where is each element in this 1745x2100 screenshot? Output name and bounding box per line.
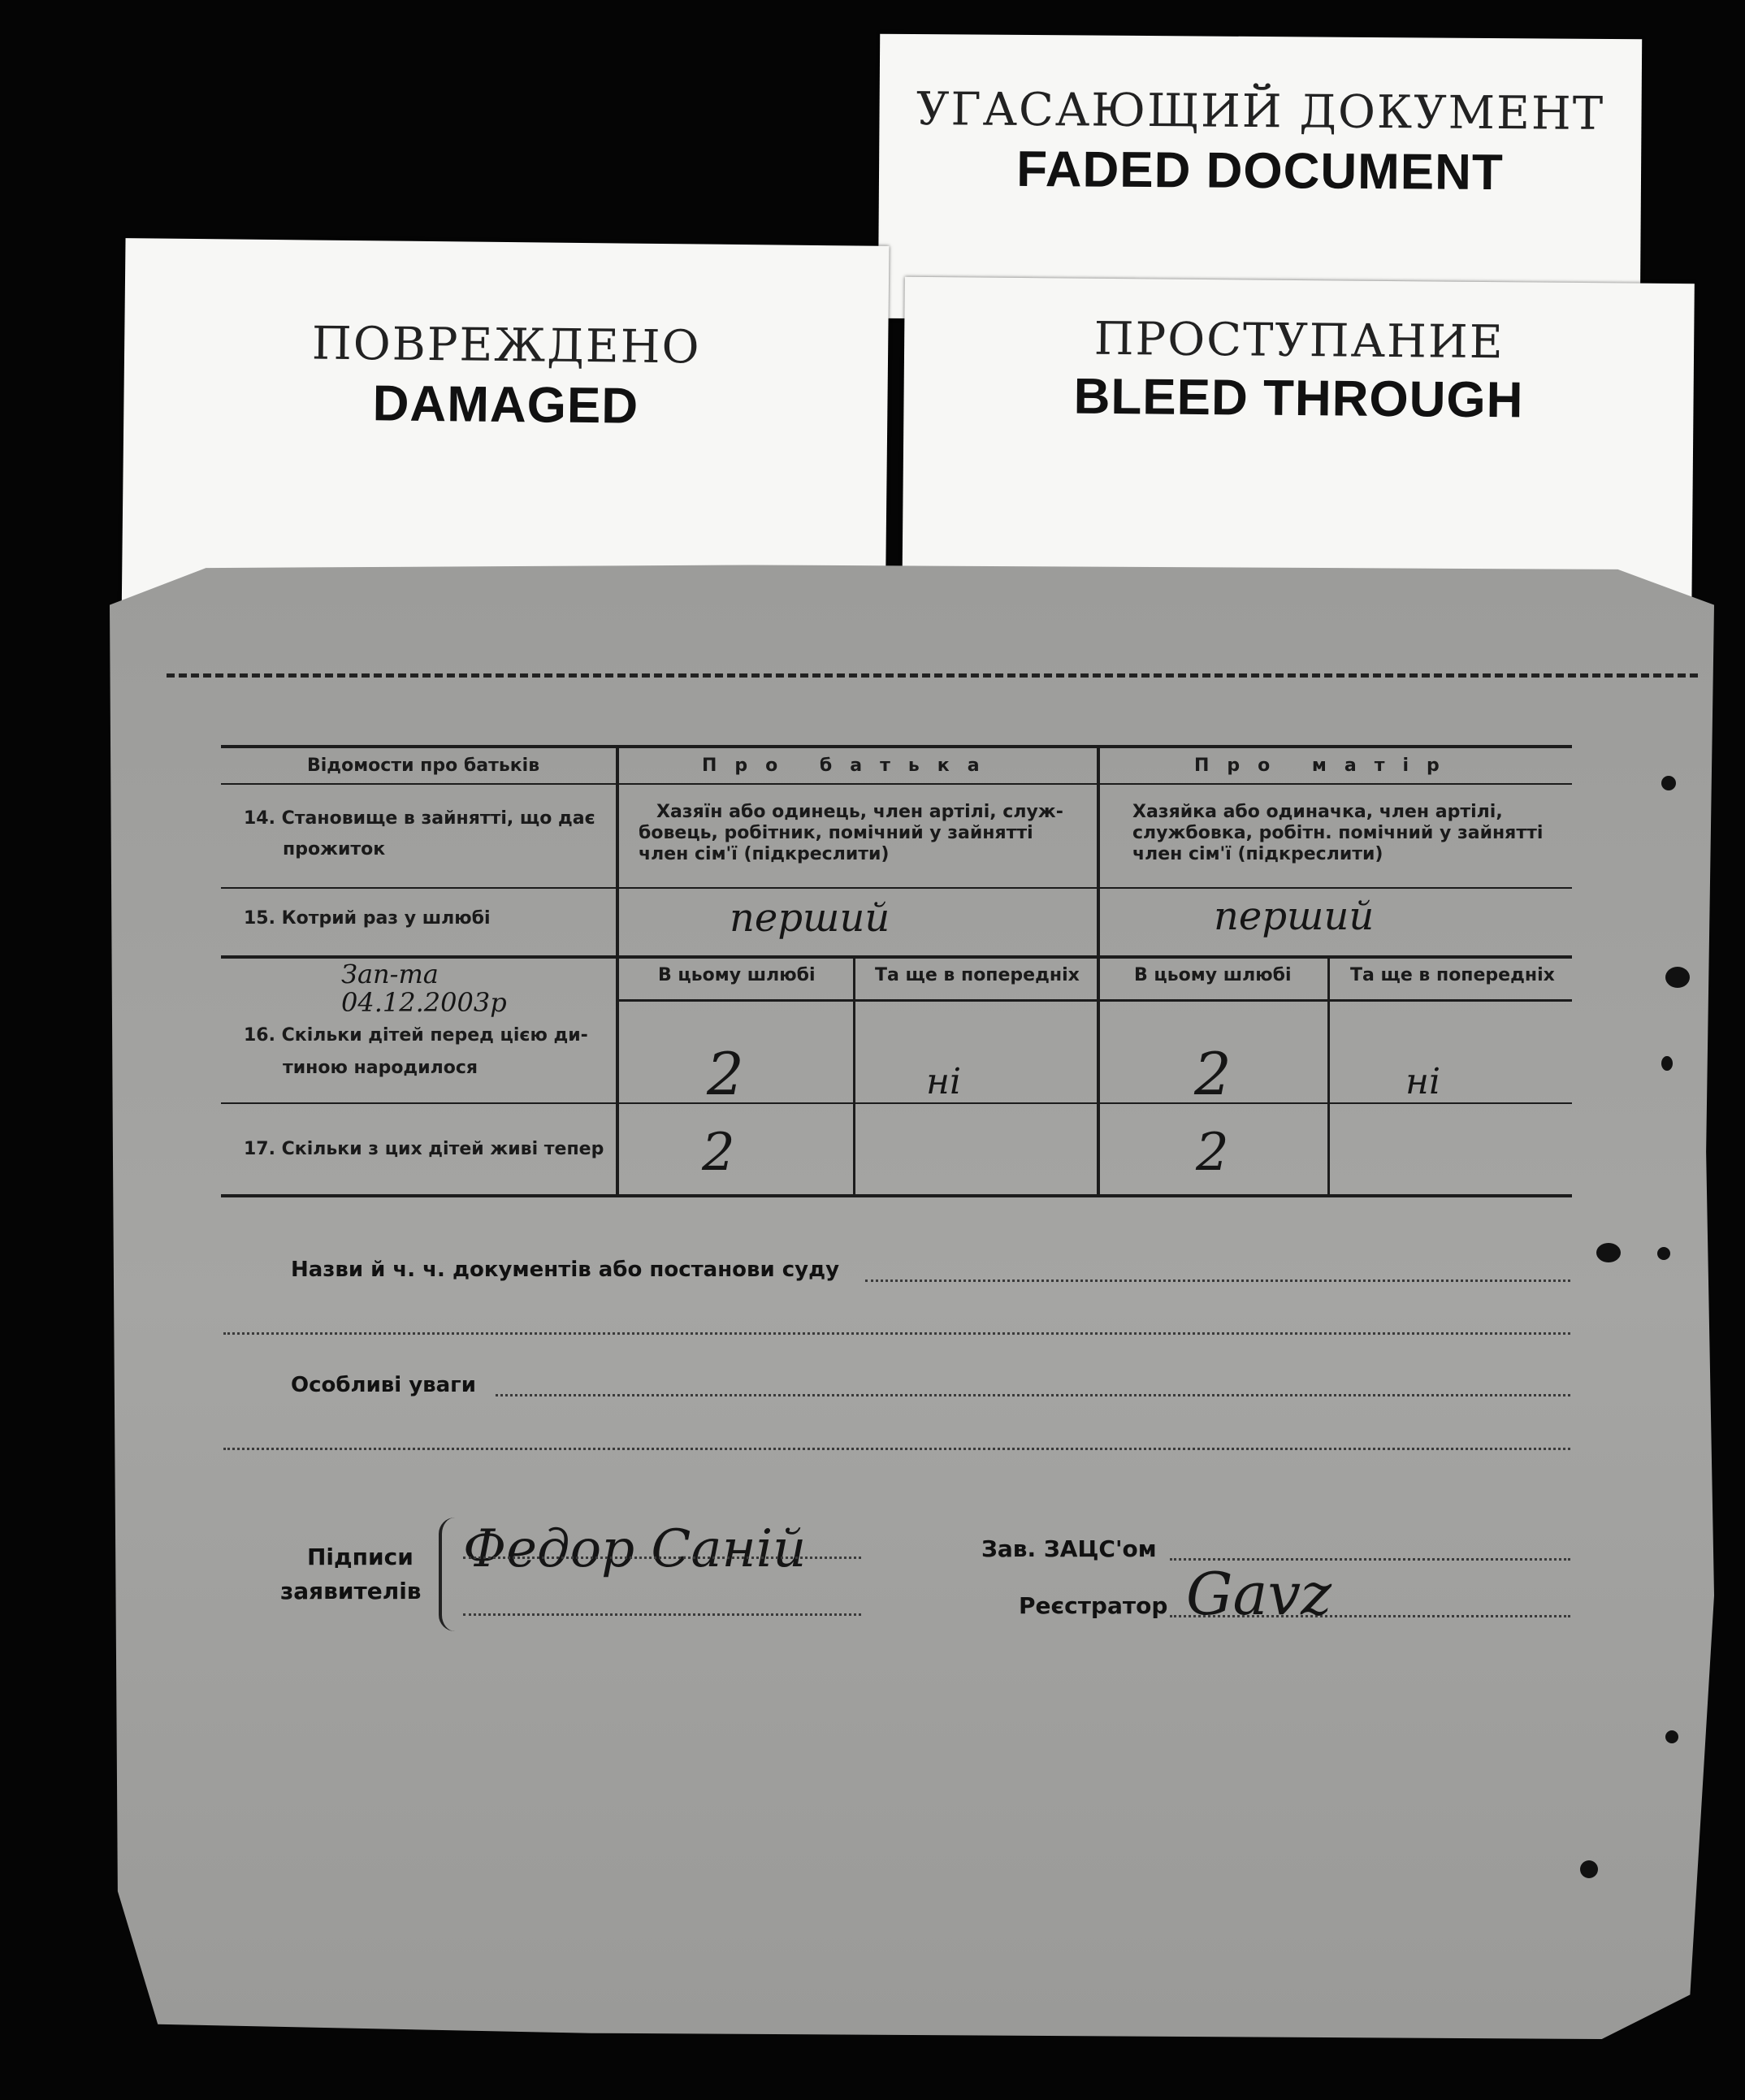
row16-label-line1: 16. Скільки дітей перед цією ди-	[244, 1025, 588, 1046]
bleed-through-ru: ПРОСТУПАНИЕ	[1093, 312, 1505, 370]
remarks-line-2	[223, 1448, 1570, 1450]
subheader-mother-prev: Та ще в попередніх	[1350, 965, 1555, 985]
row16-mother-this: 2	[1194, 1040, 1232, 1108]
faded-document-en: FADED DOCUMENT	[1016, 141, 1505, 201]
registrar-signature: Gavz	[1186, 1560, 1332, 1628]
applicants-line-2	[463, 1613, 861, 1616]
header-father: Про батька	[702, 756, 998, 776]
remarks-label: Особливі уваги	[291, 1373, 476, 1397]
remarks-line-1	[496, 1394, 1570, 1396]
damage-spot	[1661, 1056, 1673, 1071]
row14-mother-line1: Хазяйка або одиначка, член артілі,	[1132, 802, 1503, 822]
row16-father-this: 2	[707, 1040, 744, 1108]
row14-mother-line3: член сім'ї (підкреслити)	[1132, 844, 1383, 864]
document-sheet	[110, 561, 1714, 2039]
row15-father-value: перший	[730, 895, 890, 941]
damage-spot	[1665, 1730, 1678, 1743]
damage-spot	[1665, 967, 1690, 988]
damage-spot	[1657, 1247, 1670, 1260]
row14-divider	[221, 887, 1572, 889]
applicants-brace	[439, 1518, 455, 1631]
subheader-divider	[616, 999, 1572, 1002]
damaged-en: DAMAGED	[372, 375, 639, 435]
applicants-label-line2: заявителів	[280, 1578, 422, 1604]
damage-spot	[1580, 1860, 1598, 1878]
applicants-line-1	[463, 1557, 861, 1559]
table-top-border	[221, 745, 1572, 748]
row14-father-line3: член сім'ї (підкреслити)	[639, 844, 890, 864]
head-label: Зав. ЗАЦС'ом	[981, 1535, 1157, 1562]
note-line2: 04.12.2003р	[341, 987, 507, 1018]
registrar-label: Реєстратор	[1019, 1592, 1168, 1619]
documents-line-2	[223, 1332, 1570, 1335]
row14-label-line2: прожиток	[283, 839, 386, 859]
perforation-line	[167, 673, 1698, 678]
header-mother: Про матір	[1194, 756, 1457, 776]
row15-mother-value: перший	[1214, 894, 1375, 939]
subheader-mother-this: В цьому шлюбі	[1134, 965, 1292, 985]
applicants-signature: Федор Саній	[463, 1519, 807, 1579]
faded-document-ru: УГАСАЮЩИЙ ДОКУМЕНТ	[916, 83, 1605, 141]
documents-line-1	[865, 1279, 1570, 1282]
damage-spot	[1596, 1243, 1621, 1262]
documents-label: Назви й ч. ч. документів або постанови суду	[291, 1258, 840, 1282]
subheader-father-this: В цьому шлюбі	[658, 965, 816, 985]
header-col-label: Відомости про батьків	[307, 756, 540, 776]
row15-label: 15. Котрий раз у шлюбі	[244, 908, 491, 929]
row16-father-prev: ні	[926, 1061, 962, 1102]
note-line1: Зап-та	[341, 959, 439, 989]
row17-label: 17. Скільки з цих дітей живі тепер	[244, 1139, 604, 1159]
applicants-label-line1: Підписи	[307, 1544, 414, 1570]
bleed-through-en: BLEED THROUGH	[1073, 368, 1524, 429]
damaged-ru: ПОВРЕЖДЕНО	[311, 317, 701, 375]
col-divider-2	[1097, 745, 1100, 1196]
header-divider	[221, 783, 1572, 785]
table-bottom-border	[221, 1194, 1572, 1197]
col-divider-mother	[1327, 955, 1330, 1196]
row16-divider	[221, 1102, 1572, 1104]
row14-mother-line2: службовка, робітн. помічний у зайнятті	[1132, 823, 1544, 843]
row16-mother-prev: ні	[1405, 1061, 1441, 1102]
row14-father-line2: бовець, робітник, помічний у зайнятті	[639, 823, 1033, 843]
damage-spot	[1661, 776, 1676, 790]
row14-label-line1: 14. Становище в зайнятті, що дає	[244, 808, 595, 829]
col-divider-father	[853, 955, 855, 1196]
row14-father-line1: Хазяїн або одинець, член артілі, служ-	[656, 802, 1063, 822]
subheader-father-prev: Та ще в попередніх	[875, 965, 1080, 985]
row17-mother-this: 2	[1196, 1123, 1229, 1183]
row16-label-line2: тиною народилося	[283, 1058, 478, 1078]
col-divider-1	[616, 745, 619, 1196]
row17-father-this: 2	[702, 1123, 735, 1183]
